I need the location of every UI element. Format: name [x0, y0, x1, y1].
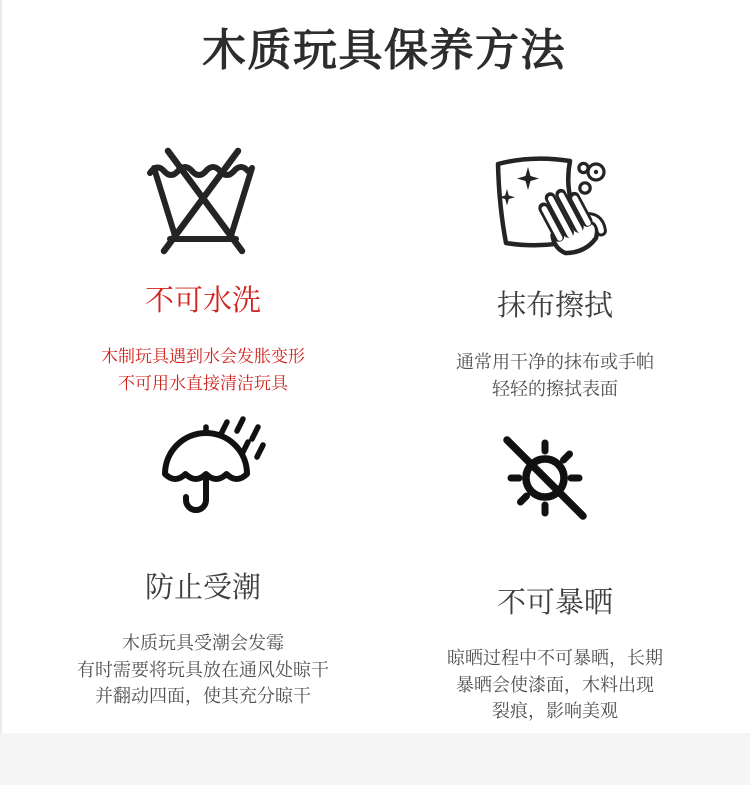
- section-title: 不可暴晒: [496, 587, 613, 619]
- care-note-line: 不可用水直接清洁玩具: [118, 373, 288, 393]
- section-no-sun: [375, 415, 735, 725]
- section-title: 防止受潮: [144, 572, 261, 604]
- section-title: 不可水洗: [144, 285, 261, 317]
- care-note-line: 暴晒会使漆面，木料出现: [456, 674, 654, 695]
- care-note-line: 晾晒过程中不可暴晒，长期: [447, 648, 663, 668]
- section-prevent-moisture: [23, 415, 383, 710]
- page-title: 木质玩具保养方法: [202, 26, 566, 75]
- no-wash-icon: [143, 146, 263, 256]
- care-note-line: 木制玩具遇到水会发胀变形: [101, 347, 305, 366]
- care-note-line: 通常用干净的抹布或手帕: [456, 352, 654, 372]
- umbrella-rain-icon: [151, 415, 271, 523]
- care-note-line: 木质玩具受潮会发霉: [122, 633, 284, 653]
- section-description: [23, 630, 383, 710]
- page-left-edge: [0, 0, 2, 785]
- section-cloth-wipe: [375, 146, 735, 402]
- care-note-line: 有时需要将玩具放在通风处晾干: [77, 659, 329, 680]
- section-no-wash: [23, 146, 383, 397]
- footer-gray-bar: [0, 733, 750, 785]
- section-description: [375, 645, 735, 725]
- section-description: [375, 349, 735, 402]
- care-note-line: 并翻动四面，使其充分晾干: [95, 686, 311, 706]
- no-sun-icon: [499, 430, 594, 523]
- cloth-wipe-icon: [490, 151, 620, 256]
- care-note-line: 裂痕，影响美观: [492, 701, 618, 721]
- section-title: 抹布擦拭: [496, 290, 613, 322]
- section-description: [23, 344, 383, 397]
- care-note-line: 轻轻的擦拭表面: [492, 378, 618, 399]
